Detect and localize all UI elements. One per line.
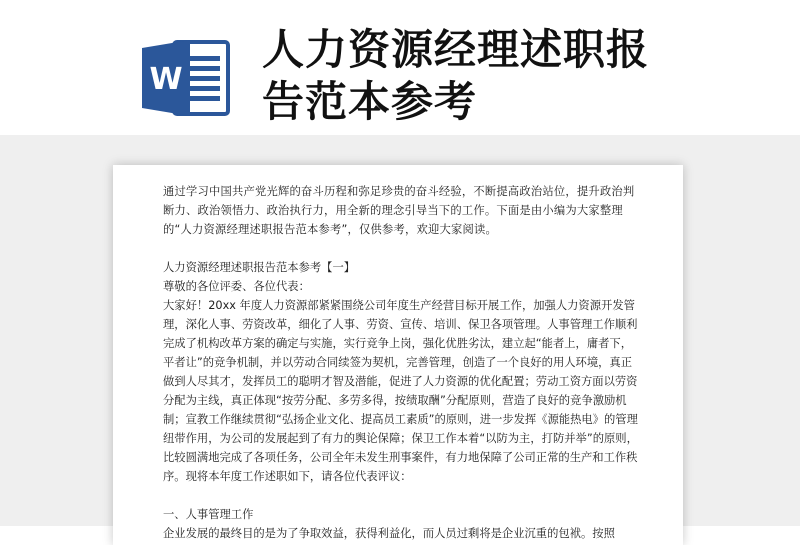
title-line-1: 人力资源经理述职报 (262, 25, 650, 74)
title-line-2: 告范本参考 (262, 77, 478, 126)
paragraph-gap (163, 239, 641, 258)
paragraph-gap (163, 486, 641, 505)
body-paragraph: 大家好！20xx 年度人力资源部紧紧围绕公司年度生产经营目标开展工作，加强人力资源开发管理，深化人事、劳资改革，细化了人事、劳资、宣传、培训、保卫各项管理。人事管理工作顺利完成了机构改革方案的确定与实施，实行竞争上岗，强化优胜劣汰，建立起“能者上，庸者下，平者让”的竞争机制，并以劳动合同续签为契机，完善管理，创造了一个良好的用人环境，真正做到人尽其才，发挥员工的聪明才智及潜能，促进了人力资源的优化配置；劳动工资方面以劳资分配为主线，真正体现“按劳分配、多劳多得，按绩取酬”分配原则，营造了良好的竞争激励机制；宣教工作继续贯彻“弘扬企业文化、提高员工素质”的原则，进一步发挥《源能热电》的管理纽带作用，为公司的发展起到了有力的舆论保障；保卫工作本着“以防为主，打防并举”的原则，比较圆满地完成了各项任务，公司全年未发生刑事案件，有力地保障了公司正常的生产和工作秩序。现将本年度工作述职如下，请各位代表评议： (163, 299, 638, 483)
body-last-line: 企业发展的最终目的是为了争取效益，获得利益化，而人员过剩将是企业沉重的包袱。按照 (163, 527, 615, 540)
document-content (163, 182, 641, 543)
document-title (262, 24, 732, 128)
salutation: 尊敬的各位评委、各位代表： (163, 280, 310, 293)
svg-text:W: W (149, 62, 183, 97)
subheading: 一、人事管理工作 (163, 508, 254, 521)
section-title: 人力资源经理述职报告范本参考【一】 (163, 261, 356, 274)
intro-paragraph: 通过学习中国共产党光辉的奋斗历程和弥足珍贵的奋斗经验，不断提高政治站位，提升政治判断力、政治领悟力、政治执行力，用全新的理念引导当下的工作。下面是由小编为大家整理的“人力资源经理述职报告范本参考”，仅供参考，欢迎大家阅读。 (163, 185, 635, 236)
word-document-icon (140, 36, 232, 120)
